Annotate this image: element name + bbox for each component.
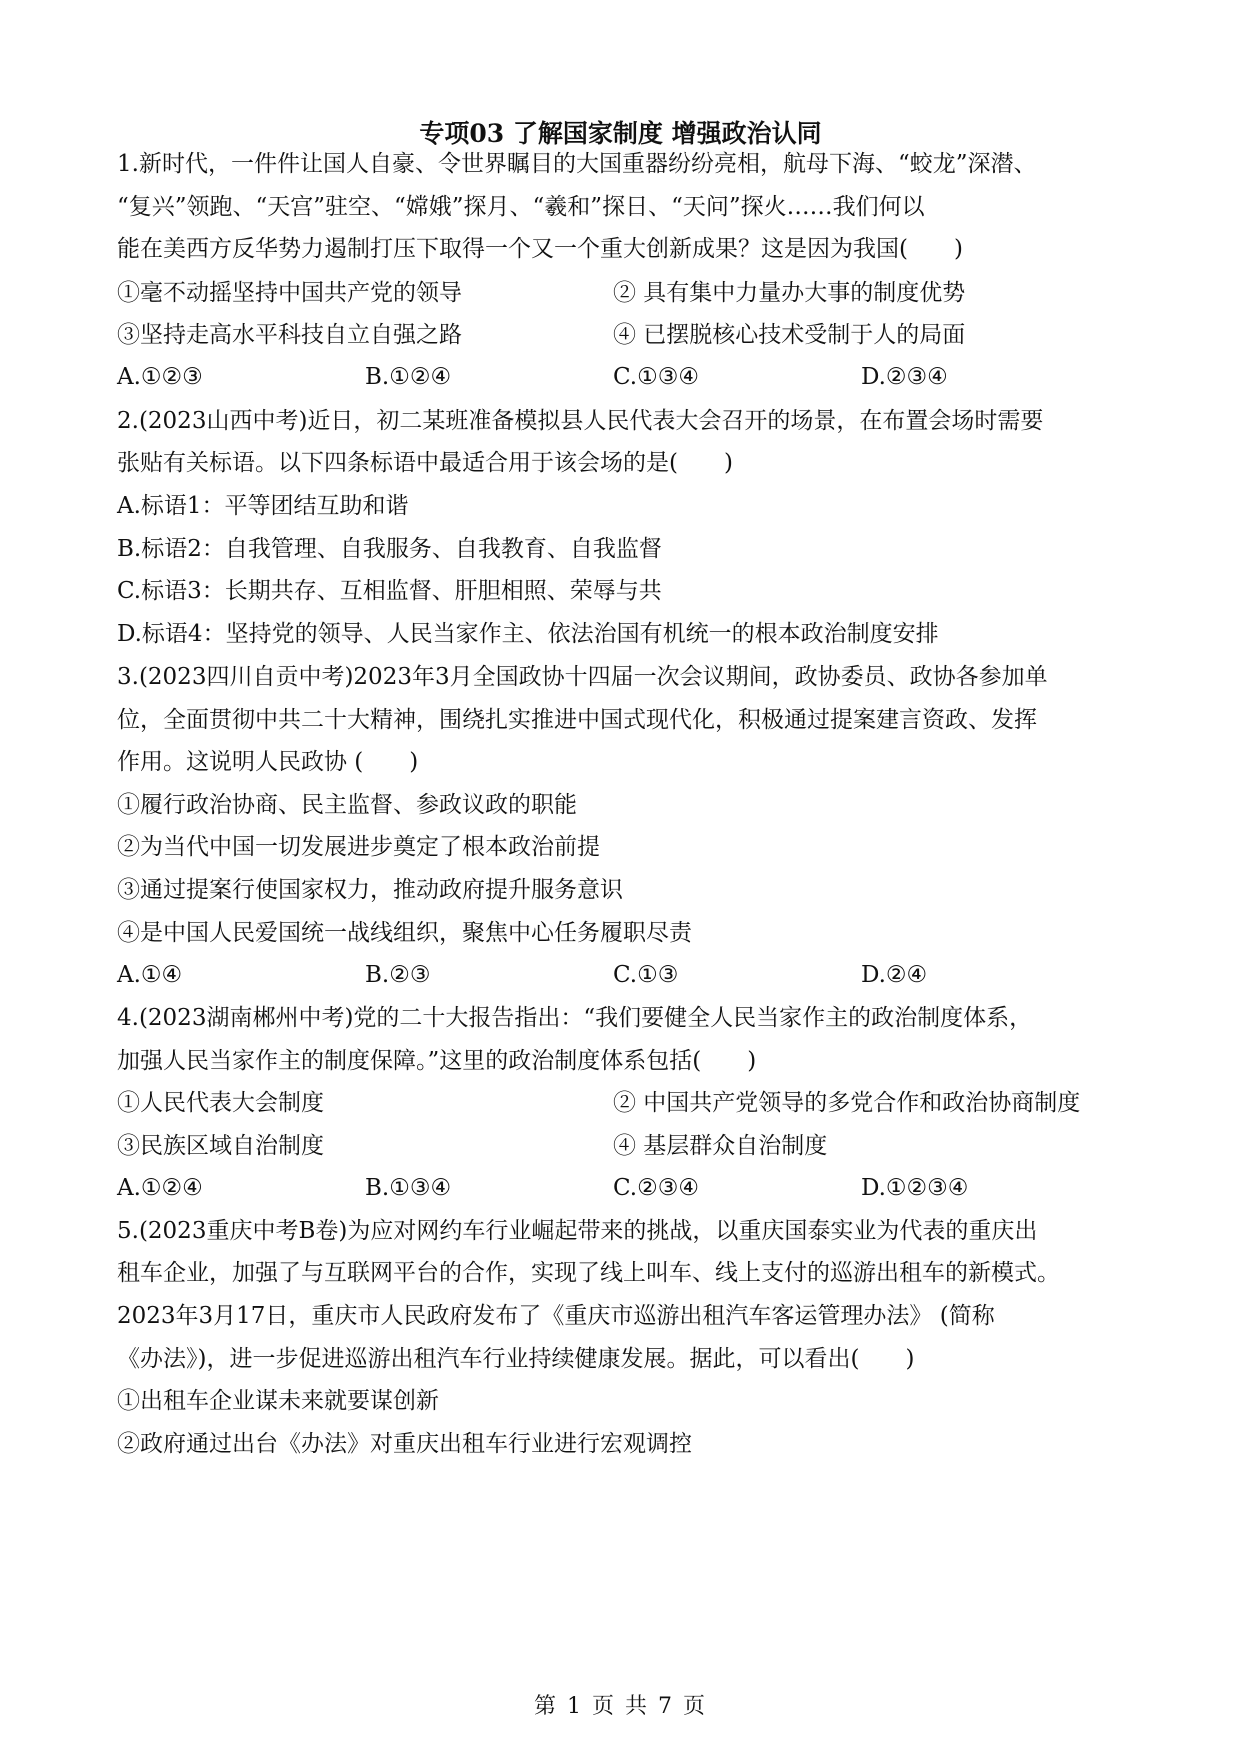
q2-option-d: D.标语4：坚持党的领导、人民当家作主、依法治国有机统一的根本政治制度安排	[117, 621, 939, 647]
q1-item: ④ 已摆脱核心技术受制于人的局面	[613, 322, 966, 348]
q2-stem-line: 张贴有关标语。以下四条标语中最适合用于该会场的是( )	[117, 450, 733, 476]
q3-item: ②为当代中国一切发展进步奠定了根本政治前提	[117, 834, 600, 860]
q3-option-c: C.①③	[613, 962, 679, 988]
q3-stem-line: 作用。这说明人民政协 ( )	[117, 749, 419, 775]
q4-option-c: C.②③④	[613, 1175, 699, 1201]
q5-stem-line: 2023年3月17日，重庆市人民政府发布了《重庆市巡游出租汽车客运管理办法》 (简称	[117, 1303, 995, 1329]
q3-option-a: A.①④	[117, 962, 183, 988]
page-number: 第 1 页 共 7 页	[534, 1694, 707, 1719]
q2-option-b: B.标语2：自我管理、自我服务、自我教育、自我监督	[117, 536, 662, 562]
q3-stem-line: 位，全面贯彻中共二十大精神，围绕扎实推进中国式现代化，积极通过提案建言资政、发挥	[117, 707, 1037, 733]
q4-item: ② 中国共产党领导的多党合作和政治协商制度	[613, 1090, 1081, 1116]
q3-stem-line: 3.(2023四川自贡中考)2023年3月全国政协十四届一次会议期间，政协委员、政协各参加单	[117, 664, 1048, 690]
q5-stem-line: 5.(2023重庆中考B卷)为应对网约车行业崛起带来的挑战，以重庆国泰实业为代表的重庆出	[117, 1218, 1038, 1244]
q1-option-a: A.①②③	[117, 364, 203, 390]
q4-option-b: B.①③④	[365, 1175, 452, 1201]
q3-item: ①履行政治协商、民主监督、参政议政的职能	[117, 792, 577, 818]
q3-item: ④是中国人民爱国统一战线组织，聚焦中心任务履职尽责	[117, 920, 692, 946]
q5-stem-line: 租车企业，加强了与互联网平台的合作，实现了线上叫车、线上支付的巡游出租车的新模式。	[117, 1260, 1060, 1286]
q1-item: ①毫不动摇坚持中国共产党的领导	[117, 280, 462, 306]
q4-item: ①人民代表大会制度	[117, 1090, 324, 1116]
q4-item: ③民族区域自治制度	[117, 1133, 324, 1159]
q2-option-a: A.标语1：平等团结互助和谐	[117, 493, 409, 519]
q1-option-b: B.①②④	[365, 364, 452, 390]
q4-stem-line: 加强人民当家作主的制度保障。”这里的政治制度体系包括( )	[117, 1048, 757, 1074]
q1-option-c: C.①③④	[613, 364, 699, 390]
q1-item: ② 具有集中力量办大事的制度优势	[613, 280, 966, 306]
q4-item: ④ 基层群众自治制度	[613, 1133, 828, 1159]
q5-stem-line: 《办法》)，进一步促进巡游出租汽车行业持续健康发展。据此，可以看出( )	[117, 1346, 915, 1372]
q4-option-d: D.①②③④	[861, 1175, 969, 1201]
q1-stem-line: “复兴”领跑、“天宫”驻空、“嫦娥”探月、“羲和”探日、“天问”探火……我们何以	[117, 194, 925, 220]
q4-option-a: A.①②④	[117, 1175, 203, 1201]
q2-stem-line: 2.(2023山西中考)近日，初二某班准备模拟县人民代表大会召开的场景，在布置会场时需要	[117, 408, 1044, 434]
q2-option-c: C.标语3：长期共存、互相监督、肝胆相照、荣辱与共	[117, 578, 662, 604]
q3-option-b: B.②③	[365, 962, 431, 988]
q5-item: ①出租车企业谋未来就要谋创新	[117, 1388, 439, 1414]
q4-stem-line: 4.(2023湖南郴州中考)党的二十大报告指出：“我们要健全人民当家作主的政治制度体系，	[117, 1005, 1033, 1031]
q3-option-d: D.②④	[861, 962, 928, 988]
page-title: 专项03 了解国家制度 增强政治认同	[419, 119, 822, 148]
q1-option-d: D.②③④	[861, 364, 948, 390]
q1-stem-line: 能在美西方反华势力遏制打压下取得一个又一个重大创新成果？这是因为我国( )	[117, 236, 963, 262]
q5-item: ②政府通过出台《办法》对重庆出租车行业进行宏观调控	[117, 1431, 692, 1457]
q3-item: ③通过提案行使国家权力，推动政府提升服务意识	[117, 877, 623, 903]
q1-item: ③坚持走高水平科技自立自强之路	[117, 322, 462, 348]
q1-stem-line: 1.新时代，一件件让国人自豪、令世界瞩目的大国重器纷纷亮相，航母下海、“蛟龙”深潜、	[117, 151, 1037, 177]
